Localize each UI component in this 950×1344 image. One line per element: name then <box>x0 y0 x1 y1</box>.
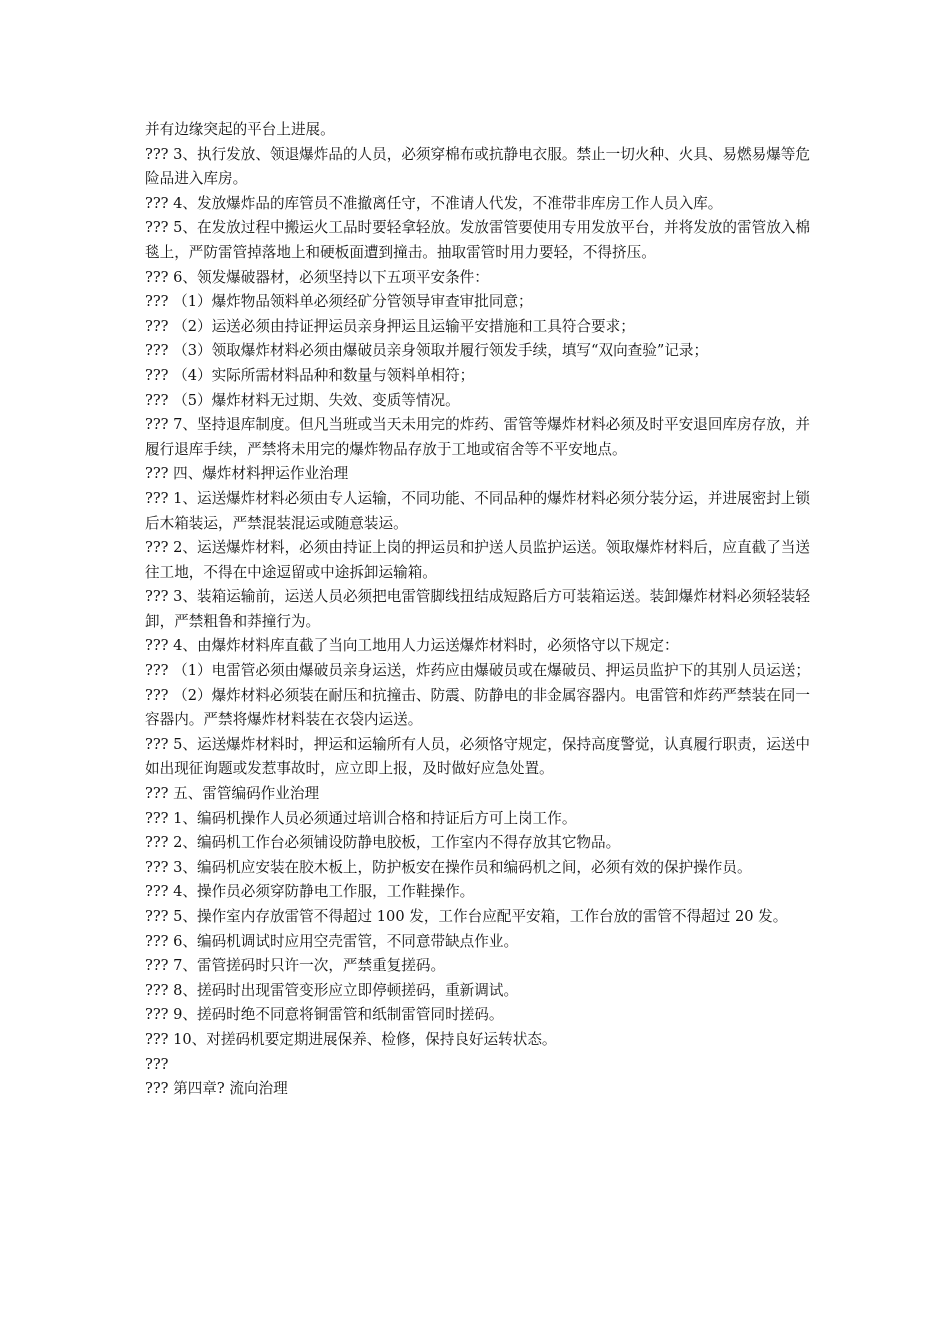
condition-1: ??? （1）爆炸物品领料单必须经矿分管领导审查审批同意； <box>145 293 533 311</box>
coding-rule-3: ??? 3、编码机应安装在胶木板上，防护板安在操作员和编码机之间，必须有效的保护操作员。 <box>145 858 752 876</box>
section-heading-4: ??? 四、爆炸材料押运作业治理 <box>145 465 349 483</box>
section-heading-5: ??? 五、雷管编码作业治理 <box>145 785 320 803</box>
rule-5-handling: ??? 5、在发放过程中搬运火工品时要轻拿轻放。发放雷管要使用专用发放平台，并将发放的雷管放入棉毯上，严防雷管掉落地上和硬板面遭到撞击。抽取雷管时用力要轻，不得挤压。 <box>145 219 810 261</box>
escort-rule-1: ??? 1、运送爆炸材料必须由专人运输，不同功能、不同品种的爆炸材料必须分装分运，并进展密封上锁后木箱装运，严禁混装混运或随意装运。 <box>145 489 810 532</box>
chapter-heading-4: ??? 第四章? 流向治理 <box>145 1080 288 1098</box>
rule-7-return-to-storage: ??? 7、坚持退库制度。但凡当班或当天未用完的炸药、雷管等爆炸材料必须及时平安退回库房存放，并履行退库手续，严禁将未用完的爆炸物品存放于工地或宿舍等不平安地点。 <box>145 416 810 458</box>
rule-3-protective-clothing: ??? 3、执行发放、领退爆炸品的人员，必须穿棉布或抗静电衣服。禁止一切火种、火具、易燃易爆等危险品进入库房。 <box>145 145 810 188</box>
condition-5: ??? （5）爆炸材料无过期、失效、变质等情况。 <box>145 391 460 409</box>
coding-rule-6: ??? 6、编码机调试时应用空壳雷管，不同意带缺点作业。 <box>145 932 519 950</box>
escort-rule-4-item-1: ??? （1）电雷管必须由爆破员亲身运送，炸药应由爆破员或在爆破员、押运员监护下的其别人员运送； <box>145 662 810 680</box>
coding-rule-5: ??? 5、操作室内存放雷管不得超过 100 发，工作台应配平安箱，工作台放的雷管不得超过 20 发。 <box>145 908 788 925</box>
document-body <box>145 118 810 1102</box>
escort-rule-2: ??? 2、运送爆炸材料，必须由持证上岗的押运员和护送人员监护运送。领取爆炸材料后，应直截了当送往工地，不得在中途逗留或中途拆卸运输箱。 <box>145 539 810 581</box>
escort-rule-3: ??? 3、装箱运输前，运送人员必须把电雷管脚线扭结成短路后方可装箱运送。装卸爆炸材料必须轻装轻卸，严禁粗鲁和莽撞行为。 <box>145 588 810 630</box>
rule-6-five-conditions: ??? 6、领发爆破器材，必须坚持以下五项平安条件： <box>145 268 489 286</box>
escort-rule-4-item-2: ??? （2）爆炸材料必须装在耐压和抗撞击、防震、防静电的非金属容器内。电雷管和炸药严禁装在同一容器内。严禁将爆炸材料装在衣袋内运送。 <box>145 686 810 729</box>
condition-2: ??? （2）运送必须由持证押运员亲身押运且运输平安措施和工具符合要求； <box>145 317 635 335</box>
paragraph-continuation: 并有边缘突起的平台上进展。 <box>145 121 335 138</box>
coding-rule-8: ??? 8、搓码时出现雷管变形应立即停顿搓码，重新调试。 <box>145 981 519 999</box>
escort-rule-4: ??? 4、由爆炸材料库直截了当向工地用人力运送爆炸材料时，必须恪守以下规定： <box>145 637 679 655</box>
rule-4-storekeeper: ??? 4、发放爆炸品的库管员不准撤离任守，不准请人代发，不准带非库房工作人员入库。 <box>145 194 723 212</box>
escort-rule-5: ??? 5、运送爆炸材料时，押运和运输所有人员，必须恪守规定，保持高度警觉，认真履行职责，运送中如出现征询题或发惹事故时，应立即上报，及时做好应急处置。 <box>145 735 810 778</box>
coding-rule-10: ??? 10、对搓码机要定期进展保养、检修，保持良好运转状态。 <box>145 1030 557 1048</box>
coding-rule-9: ??? 9、搓码时绝不同意将铜雷管和纸制雷管同时搓码。 <box>145 1006 504 1024</box>
condition-4: ??? （4）实际所需材料品种和数量与领料单相符； <box>145 366 475 384</box>
coding-rule-2: ??? 2、编码机工作台必须铺设防静电胶板，工作室内不得存放其它物品。 <box>145 834 621 852</box>
coding-rule-4: ??? 4、操作员必须穿防静电工作服，工作鞋操作。 <box>145 883 475 901</box>
blank-line: ??? <box>145 1055 169 1073</box>
condition-3: ??? （3）领取爆炸材料必须由爆破员亲身领取并履行领发手续，填写“双向查验”记录； <box>145 342 709 360</box>
coding-rule-7: ??? 7、雷管搓码时只许一次，严禁重复搓码。 <box>145 957 446 975</box>
coding-rule-1: ??? 1、编码机操作人员必须通过培训合格和持证后方可上岗工作。 <box>145 809 577 827</box>
